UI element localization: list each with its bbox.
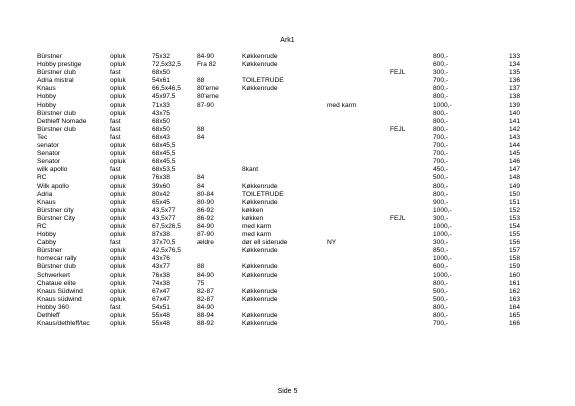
- year-cell: 84-90: [197, 53, 214, 60]
- model-cell: Knaus: [37, 198, 56, 206]
- year-cell: 88-94: [197, 312, 214, 319]
- type-cell: opluk: [110, 206, 126, 214]
- number-cell: 145: [508, 150, 520, 158]
- price-cell: 300,-: [433, 69, 449, 77]
- number-cell: 134: [508, 61, 520, 69]
- table-row: [0, 69, 575, 77]
- type-cell: fast: [110, 125, 121, 133]
- price-cell: 1000,-: [433, 255, 452, 263]
- model-cell: Senator: [37, 158, 61, 166]
- number-cell: 147: [508, 166, 520, 174]
- type-cell: opluk: [110, 295, 126, 303]
- size-cell: 43,5x77: [152, 206, 176, 214]
- size-cell: 71x33: [152, 101, 170, 109]
- model-cell: Bürstner club: [37, 125, 76, 133]
- year-cell: 80'erne: [197, 85, 219, 93]
- price-cell: 700,-: [433, 320, 449, 328]
- price-cell: 1000,-: [433, 271, 452, 279]
- model-cell: Hobby: [37, 101, 57, 109]
- year-cell: 80'erne: [197, 93, 219, 101]
- description-cell: Køkkenrude: [242, 247, 278, 255]
- model-cell: Hobby prestige: [37, 61, 82, 69]
- number-cell: 156: [508, 239, 520, 247]
- type-cell: fast: [110, 239, 121, 247]
- size-cell: 43x75: [152, 109, 170, 117]
- price-cell: 700,-: [433, 133, 449, 141]
- year-cell: 84: [197, 133, 205, 141]
- size-cell: 55x48: [152, 320, 170, 328]
- type-cell: opluk: [110, 53, 126, 60]
- model-cell: senator: [37, 142, 59, 150]
- size-cell: 39x60: [152, 182, 170, 190]
- type-cell: opluk: [110, 198, 126, 206]
- price-cell: 800,-: [433, 109, 449, 117]
- size-cell: 43x77: [152, 263, 170, 271]
- model-cell: RC: [37, 222, 47, 230]
- size-cell: 68x43: [152, 133, 170, 141]
- price-cell: 800,-: [433, 303, 449, 311]
- number-cell: 149: [508, 182, 520, 190]
- number-cell: 142: [508, 125, 520, 133]
- size-cell: 76x38: [152, 174, 170, 182]
- model-cell: Wilk apollo: [37, 182, 69, 190]
- price-cell: 700,-: [433, 77, 449, 85]
- table-row: [0, 272, 575, 280]
- number-cell: 133: [508, 53, 520, 60]
- size-cell: 67,5x26,5: [152, 222, 181, 230]
- type-cell: opluk: [110, 142, 126, 150]
- size-cell: 42,5x76,5: [152, 247, 181, 255]
- price-cell: 1000,-: [433, 231, 452, 239]
- price-cell: 300,-: [433, 214, 449, 222]
- size-cell: 54x61: [152, 77, 170, 85]
- year-cell: 88: [197, 77, 205, 85]
- year-cell: 84-90: [197, 222, 214, 230]
- table-row: [0, 231, 575, 239]
- model-cell: Hobby: [37, 231, 57, 239]
- table-row: [0, 255, 575, 263]
- model-cell: homecar rally: [37, 255, 77, 263]
- price-cell: 800,-: [433, 190, 449, 198]
- size-cell: 65x45: [152, 198, 170, 206]
- status-cell: FEJL: [390, 69, 406, 77]
- description-cell: Køkkenrude: [242, 198, 278, 206]
- number-cell: 164: [508, 303, 520, 311]
- number-cell: 139: [508, 101, 520, 109]
- description-cell: Køkkenrude: [242, 53, 278, 60]
- model-cell: wilk apollo: [37, 166, 68, 174]
- number-cell: 158: [508, 255, 520, 263]
- model-cell: Bürstner club: [37, 109, 76, 117]
- table-row: [0, 223, 575, 231]
- table-row: [0, 280, 575, 288]
- number-cell: 157: [508, 247, 520, 255]
- description-cell: Køkkenrude: [242, 263, 278, 271]
- price-cell: 450,-: [433, 166, 449, 174]
- type-cell: opluk: [110, 174, 126, 182]
- year-cell: 87-90: [197, 101, 214, 109]
- number-cell: 166: [508, 320, 520, 328]
- type-cell: opluk: [110, 109, 126, 117]
- size-cell: 72,5x32,5: [152, 61, 181, 69]
- size-cell: 54x51: [152, 303, 170, 311]
- type-cell: opluk: [110, 85, 126, 93]
- price-cell: 800,-: [433, 85, 449, 93]
- model-cell: Bürstner: [37, 247, 62, 255]
- type-cell: fast: [110, 133, 121, 141]
- model-cell: Knaus/dethleff/tec: [37, 320, 90, 328]
- description-cell: Køkkenrude: [242, 61, 278, 69]
- number-cell: 159: [508, 263, 520, 271]
- table-row: [0, 191, 575, 199]
- description-cell: 8kant: [242, 166, 259, 174]
- table-row: [0, 239, 575, 247]
- type-cell: opluk: [110, 77, 126, 85]
- description-cell: med karm: [242, 231, 272, 239]
- size-cell: 66,5x46,5: [152, 85, 181, 93]
- number-cell: 136: [508, 77, 520, 85]
- type-cell: fast: [110, 166, 121, 174]
- spreadsheet-table: [0, 53, 575, 328]
- table-row: [0, 174, 575, 182]
- size-cell: 43,5x77: [152, 214, 176, 222]
- model-cell: Knaus Südwind: [37, 287, 83, 295]
- price-cell: 800,-: [433, 117, 449, 125]
- model-cell: RC: [37, 174, 47, 182]
- type-cell: opluk: [110, 158, 126, 166]
- description-cell: Køkkenrude: [242, 312, 278, 319]
- type-cell: opluk: [110, 263, 126, 271]
- table-row: [0, 158, 575, 166]
- table-row: [0, 85, 575, 93]
- number-cell: 162: [508, 287, 520, 295]
- price-cell: 800,-: [433, 93, 449, 101]
- model-cell: Bürstner: [37, 53, 62, 60]
- price-cell: 600,-: [433, 263, 449, 271]
- price-cell: 500,-: [433, 287, 449, 295]
- number-cell: 154: [508, 222, 520, 230]
- number-cell: 144: [508, 142, 520, 150]
- table-row: [0, 118, 575, 126]
- page-header: Ark1: [280, 37, 295, 44]
- model-cell: Bürstner club: [37, 263, 76, 271]
- model-cell: Knaus: [37, 85, 56, 93]
- table-row: [0, 183, 575, 191]
- size-cell: 74x38: [152, 279, 170, 287]
- price-cell: 700,-: [433, 150, 449, 158]
- table-row: [0, 142, 575, 150]
- size-cell: 68x50: [152, 125, 170, 133]
- model-cell: Adria: [37, 190, 53, 198]
- number-cell: 141: [508, 117, 520, 125]
- size-cell: 75x32: [152, 53, 170, 60]
- table-row: [0, 61, 575, 69]
- price-cell: 700,-: [433, 158, 449, 166]
- number-cell: 161: [508, 279, 520, 287]
- model-cell: Chataue elite: [37, 279, 76, 287]
- description-cell: Køkkenrude: [242, 182, 278, 190]
- number-cell: 137: [508, 85, 520, 93]
- price-cell: 1000,-: [433, 101, 452, 109]
- size-cell: 68x50: [152, 69, 170, 77]
- size-cell: 67x47: [152, 287, 170, 295]
- number-cell: 143: [508, 133, 520, 141]
- note-cell: med karm: [327, 101, 357, 109]
- description-cell: Køkkenrude: [242, 271, 278, 279]
- description-cell: køkken: [242, 206, 264, 214]
- price-cell: 500,-: [433, 295, 449, 303]
- price-cell: 800,-: [433, 182, 449, 190]
- year-cell: 84: [197, 174, 205, 182]
- type-cell: opluk: [110, 320, 126, 328]
- type-cell: fast: [110, 69, 121, 77]
- type-cell: opluk: [110, 231, 126, 239]
- size-cell: 68x50: [152, 117, 170, 125]
- number-cell: 138: [508, 93, 520, 101]
- price-cell: 1000,-: [433, 206, 452, 214]
- table-row: [0, 288, 575, 296]
- model-cell: Tec: [37, 133, 48, 141]
- page-footer: Side 5: [277, 388, 298, 395]
- year-cell: 88-92: [197, 320, 214, 328]
- table-row: [0, 320, 575, 328]
- status-cell: FEJL: [390, 125, 406, 133]
- year-cell: 75: [197, 279, 205, 287]
- model-cell: Cabby: [37, 239, 57, 247]
- number-cell: 140: [508, 109, 520, 117]
- type-cell: opluk: [110, 271, 126, 279]
- table-row: [0, 247, 575, 255]
- year-cell: 87-90: [197, 231, 214, 239]
- model-cell: Dethleff Nomade: [37, 117, 87, 125]
- size-cell: 55x48: [152, 312, 170, 319]
- table-row: [0, 166, 575, 174]
- number-cell: 151: [508, 198, 520, 206]
- type-cell: fast: [110, 303, 121, 311]
- model-cell: Adria mistral: [37, 77, 74, 85]
- price-cell: 700,-: [433, 142, 449, 150]
- table-row: [0, 53, 575, 61]
- table-row: [0, 93, 575, 101]
- model-cell: Schwerkert: [37, 271, 70, 279]
- type-cell: opluk: [110, 255, 126, 263]
- size-cell: 68x45,5: [152, 150, 176, 158]
- year-cell: 86-92: [197, 214, 214, 222]
- year-cell: 80-84: [197, 190, 214, 198]
- type-cell: opluk: [110, 190, 126, 198]
- model-cell: Bürstner club: [37, 69, 76, 77]
- size-cell: 45x97,5: [152, 93, 176, 101]
- model-cell: Hobby 360: [37, 303, 69, 311]
- model-cell: Senator: [37, 150, 61, 158]
- table-row: [0, 304, 575, 312]
- model-cell: Dethleff: [37, 312, 60, 319]
- description-cell: TOILETRUDE: [242, 190, 284, 198]
- year-cell: 82-87: [197, 287, 214, 295]
- type-cell: opluk: [110, 247, 126, 255]
- year-cell: 86-92: [197, 206, 214, 214]
- number-cell: 135: [508, 69, 520, 77]
- description-cell: Køkkenrude: [242, 320, 278, 328]
- size-cell: 80x42: [152, 190, 170, 198]
- size-cell: 67x47: [152, 295, 170, 303]
- price-cell: 900,-: [433, 198, 449, 206]
- type-cell: fast: [110, 117, 121, 125]
- type-cell: opluk: [110, 222, 126, 230]
- table-row: [0, 134, 575, 142]
- year-cell: 84: [197, 182, 205, 190]
- number-cell: 152: [508, 206, 520, 214]
- description-cell: TOILETRUDE: [242, 77, 284, 85]
- price-cell: 1000,-: [433, 222, 452, 230]
- model-cell: Hobby: [37, 93, 57, 101]
- type-cell: opluk: [110, 214, 126, 222]
- price-cell: 850,-: [433, 247, 449, 255]
- year-cell: 82-87: [197, 295, 214, 303]
- size-cell: 76x38: [152, 271, 170, 279]
- description-cell: Køkkenrude: [242, 295, 278, 303]
- type-cell: opluk: [110, 182, 126, 190]
- size-cell: 68x53,5: [152, 166, 176, 174]
- number-cell: 160: [508, 271, 520, 279]
- price-cell: 800,-: [433, 125, 449, 133]
- size-cell: 43x76: [152, 255, 170, 263]
- year-cell: 88: [197, 125, 205, 133]
- number-cell: 155: [508, 231, 520, 239]
- price-cell: 300,-: [433, 239, 449, 247]
- type-cell: opluk: [110, 150, 126, 158]
- year-cell: 84-90: [197, 271, 214, 279]
- number-cell: 153: [508, 214, 520, 222]
- table-row: [0, 110, 575, 118]
- year-cell: ældre: [197, 239, 214, 247]
- type-cell: opluk: [110, 287, 126, 295]
- year-cell: 80-90: [197, 198, 214, 206]
- description-cell: dør ell siderude: [242, 239, 288, 247]
- size-cell: 68x45,5: [152, 142, 176, 150]
- table-row: [0, 126, 575, 134]
- table-row: [0, 199, 575, 207]
- number-cell: 146: [508, 158, 520, 166]
- year-cell: Fra 82: [197, 61, 217, 69]
- model-cell: Bürstner city: [37, 206, 74, 214]
- number-cell: 165: [508, 312, 520, 319]
- price-cell: 800,-: [433, 53, 449, 60]
- type-cell: opluk: [110, 61, 126, 69]
- type-cell: opluk: [110, 312, 126, 319]
- table-row: [0, 207, 575, 215]
- size-cell: 68x45,5: [152, 158, 176, 166]
- price-cell: 800,-: [433, 279, 449, 287]
- note-cell: NY: [327, 239, 337, 247]
- price-cell: 600,-: [433, 61, 449, 69]
- price-cell: 800,-: [433, 312, 449, 319]
- table-row: [0, 312, 575, 320]
- table-row: [0, 77, 575, 85]
- type-cell: opluk: [110, 101, 126, 109]
- description-cell: Køkkenrude: [242, 85, 278, 93]
- table-row: [0, 263, 575, 271]
- table-row: [0, 102, 575, 110]
- year-cell: 84-90: [197, 303, 214, 311]
- table-row: [0, 296, 575, 304]
- table-row: [0, 150, 575, 158]
- size-cell: 37x70,5: [152, 239, 176, 247]
- model-cell: Bürstner City: [37, 214, 76, 222]
- table-row: [0, 215, 575, 223]
- year-cell: 88: [197, 263, 205, 271]
- type-cell: opluk: [110, 279, 126, 287]
- price-cell: 500,-: [433, 174, 449, 182]
- description-cell: køkken: [242, 214, 264, 222]
- type-cell: opluk: [110, 93, 126, 101]
- number-cell: 150: [508, 190, 520, 198]
- number-cell: 163: [508, 295, 520, 303]
- status-cell: FEJL: [390, 214, 406, 222]
- number-cell: 148: [508, 174, 520, 182]
- description-cell: med karm: [242, 222, 272, 230]
- model-cell: Knaus südwind: [37, 295, 82, 303]
- description-cell: Køkkenrude: [242, 287, 278, 295]
- size-cell: 87x38: [152, 231, 170, 239]
